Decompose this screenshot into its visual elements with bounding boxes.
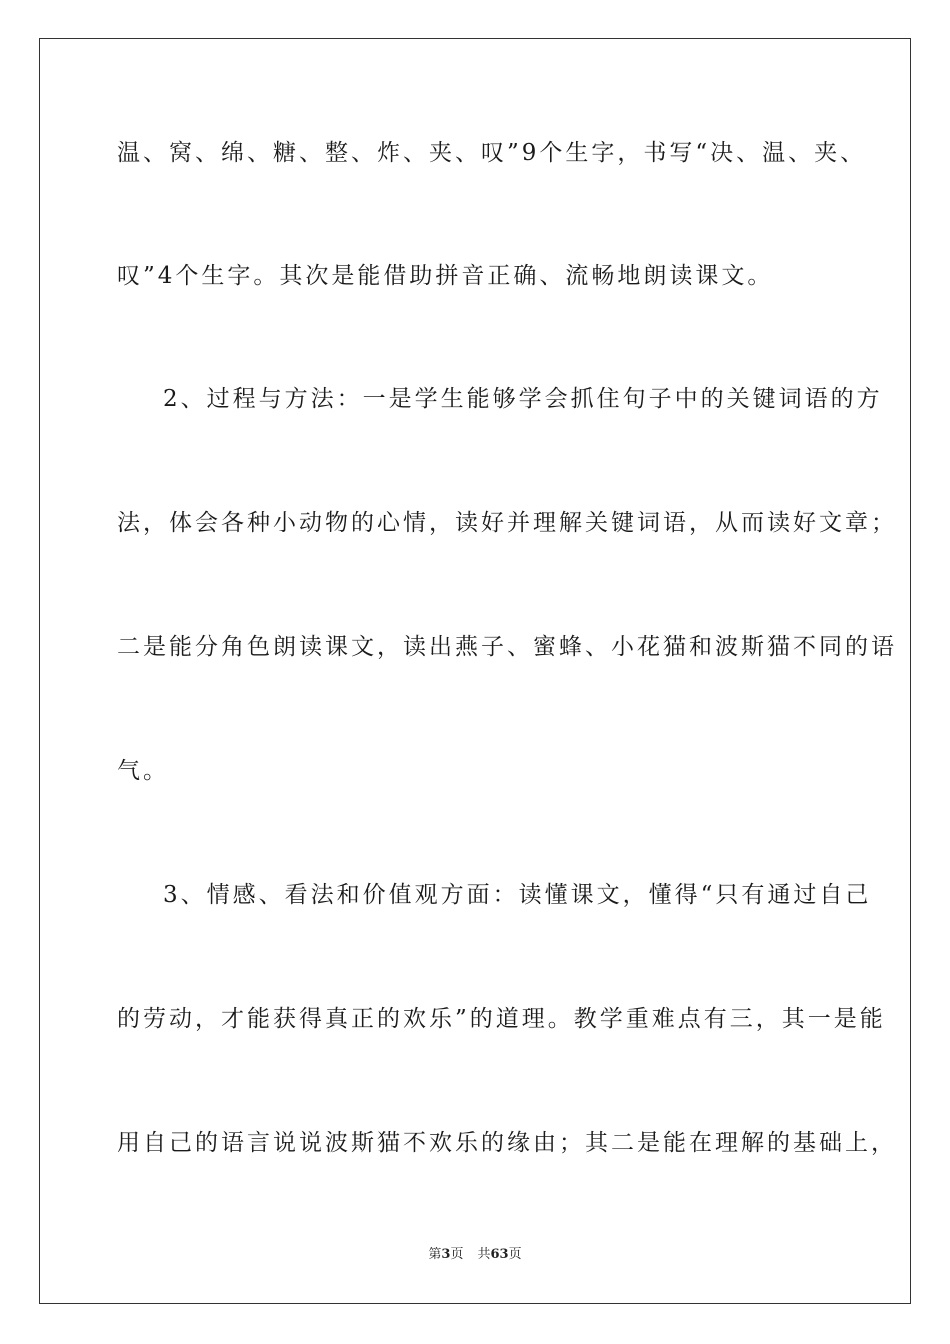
body-line-3: 2、过程与方法：一是学生能够学会抓住句子中的关键词语的方: [163, 386, 883, 412]
body-line-7: 3、情感、看法和价值观方面：读懂课文，懂得“只有通过自己: [163, 882, 872, 908]
body-line-9: 用自己的语言说说波斯猫不欢乐的缘由；其二是能在理解的基础上，: [117, 1130, 897, 1156]
page-border: [39, 38, 911, 1304]
body-line-6: 气。: [117, 758, 169, 784]
page-prefix: 第: [428, 1247, 442, 1262]
page-number: 3: [441, 1247, 451, 1262]
body-line-4: 法，体会各种小动物的心情，读好并理解关键词语，从而读好文章；: [117, 510, 897, 536]
total-pages: 63: [490, 1247, 509, 1262]
total-suffix: 页: [508, 1247, 522, 1262]
body-line-2: 叹”4个生字。其次是能借助拼音正确、流畅地朗读课文。: [117, 263, 774, 289]
page-suffix: 页: [450, 1247, 464, 1262]
body-line-8: 的劳动，才能获得真正的欢乐”的道理。教学重难点有三，其一是能: [117, 1006, 886, 1032]
body-line-5: 二是能分角色朗读课文，读出燕子、蜜蜂、小花猫和波斯猫不同的语: [117, 634, 897, 660]
body-line-1: 温、窝、绵、糖、整、炸、夹、叹”9个生字，书写“决、温、夹、: [117, 140, 867, 166]
page-footer: [0, 1246, 950, 1264]
total-prefix: 共: [477, 1247, 491, 1262]
